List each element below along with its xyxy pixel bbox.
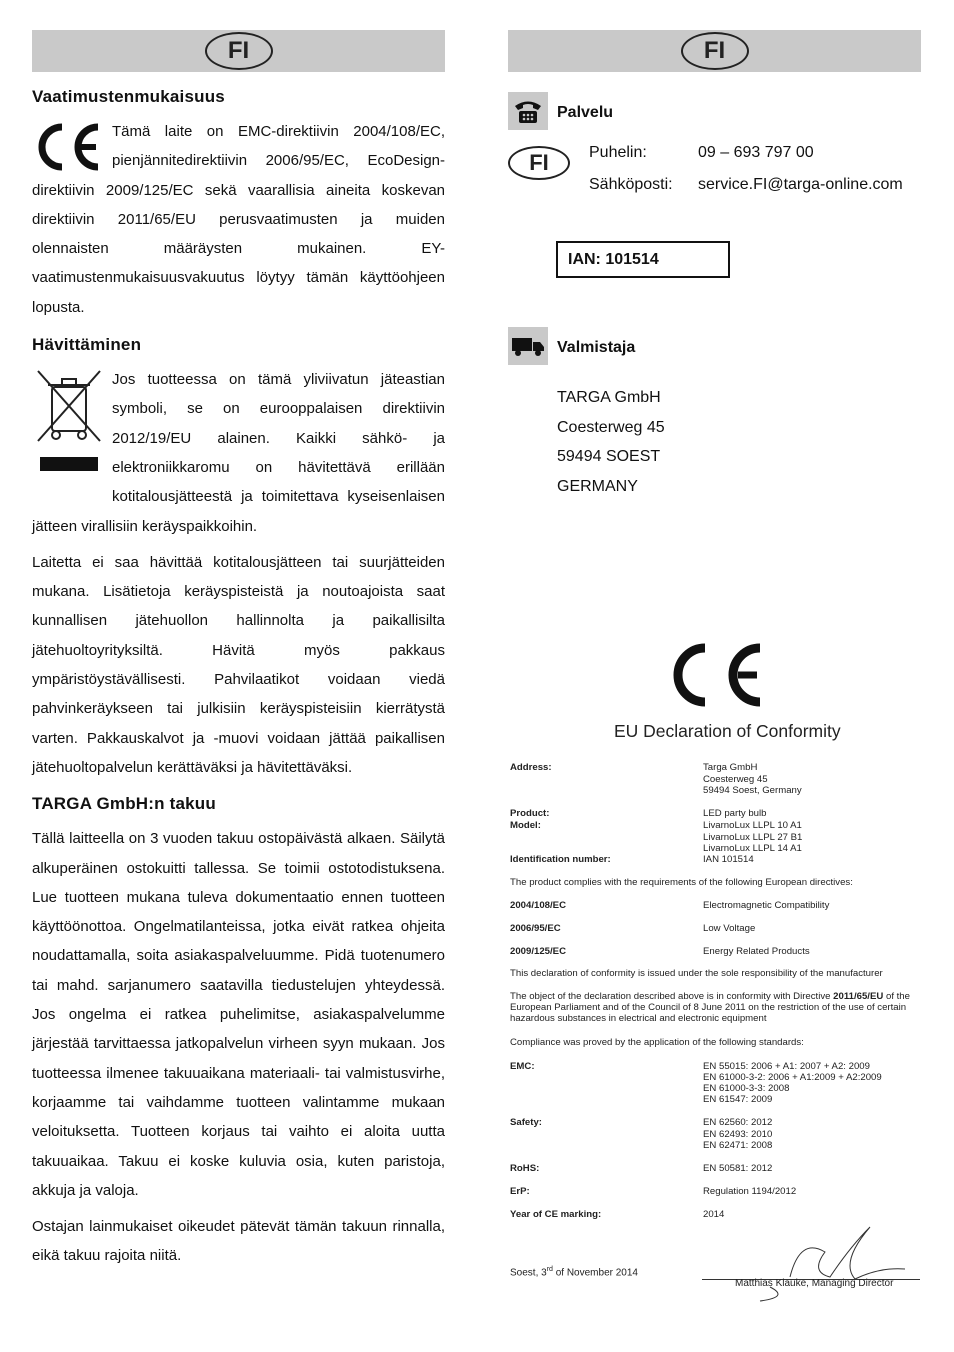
right-column	[508, 30, 921, 72]
phone-icon	[508, 92, 548, 130]
warranty-heading: TARGA GmbH:n takuu	[32, 794, 216, 814]
language-badge: FI	[205, 32, 273, 70]
phone-label: Puhelin:	[589, 144, 647, 161]
manufacturer-line: 59494 SOEST	[557, 448, 661, 465]
standard-line: EN 61000-3-3: 2008	[703, 1083, 790, 1094]
id-value: IAN 101514	[703, 854, 754, 865]
directive-name: Energy Related Products	[703, 946, 810, 957]
disposal-text-1: Jos tuotteessa on tämä yliviivatun jäteastian symboli, se on eurooppalaisen direktiivin 2012/19/EU alainen. Kaikki sähkö- ja elektroniikkaromu on hävitettävä erillään kotitalousjätteestä ja toimitettava kyseisenlaisen jätteen virallisiin keräyspaikkoihin.	[32, 371, 445, 535]
year-label: Year of CE marking:	[510, 1209, 602, 1220]
ce-mark-icon	[32, 119, 112, 175]
model-value	[703, 820, 802, 855]
rohs-label: RoHS:	[510, 1163, 540, 1174]
language-bar	[32, 30, 445, 72]
object-text-end: of the European Parliament and of the Council of 8 June 2011 on the restriction of the use of certain hazardous substances in electrical and electronic equipment	[510, 991, 910, 1025]
address-line: 59494 Soest, Germany	[703, 785, 802, 796]
standard-line: EN 62560: 2012	[703, 1117, 773, 1128]
object-text-start: The object of the declaration described above is in conformity with Directive	[510, 991, 834, 1002]
email-label: Sähköposti:	[589, 176, 673, 193]
safety-value	[703, 1117, 772, 1152]
responsibility-text: This declaration of conformity is issued under the sole responsibility of the manufacturer	[510, 968, 883, 979]
conformity-heading: Vaatimustenmukaisuus	[32, 87, 225, 106]
complies-text: The product complies with the requirements of the following European directives:	[510, 877, 853, 888]
object-text	[510, 991, 920, 1025]
year-value: 2014	[703, 1209, 725, 1220]
warranty-text-2: Ostajan lainmukaiset oikeudet pätevät tämän takuun rinnalla, eikä takuu rajoita niitä.	[32, 1218, 445, 1265]
phone-number[interactable]: 09 – 693 797 00	[698, 144, 814, 161]
place-date-rest: of November 2014	[552, 1267, 638, 1279]
ian-box: IAN: 101514	[556, 241, 730, 278]
place-date-text: Soest, 3	[510, 1267, 547, 1279]
address-line: Targa GmbH	[703, 762, 758, 773]
directive-code: 2009/125/EC	[510, 946, 567, 957]
safety-label: Safety:	[510, 1117, 542, 1128]
signatory: Matthias Klauke, Managing Director	[735, 1278, 894, 1289]
emc-value	[703, 1061, 882, 1105]
language-bar-right	[508, 30, 921, 72]
left-column	[32, 30, 445, 1271]
ce-mark-large-icon	[667, 640, 767, 710]
country-badge: FI	[508, 146, 570, 180]
truck-icon	[508, 327, 548, 365]
address-value	[703, 762, 802, 797]
email-address[interactable]: service.FI@targa-online.com	[698, 176, 903, 193]
manufacturer-line: TARGA GmbH	[557, 389, 661, 406]
place-date-suffix: rd	[546, 1266, 553, 1273]
erp-value: Regulation 1194/2012	[703, 1186, 797, 1197]
disposal-heading: Hävittäminen	[32, 335, 142, 355]
standard-line: EN 61547: 2009	[703, 1094, 773, 1105]
manufacturer-address	[557, 383, 665, 501]
declaration-title: EU Declaration of Conformity	[614, 721, 841, 741]
directive-code: 2006/95/EC	[510, 923, 561, 934]
address-label: Address:	[510, 762, 552, 773]
erp-label: ErP:	[510, 1186, 530, 1197]
id-label: Identification number:	[510, 854, 611, 865]
signature-icon	[730, 1217, 920, 1302]
standard-line: EN 62471: 2008	[703, 1140, 773, 1151]
directive-code: 2004/108/EC	[510, 900, 567, 911]
standard-line: EN 55015: 2006 + A1: 2007 + A2: 2009	[703, 1061, 870, 1072]
manufacturer-heading: Valmistaja	[557, 339, 636, 356]
conformity-section	[32, 117, 445, 322]
standard-line: EN 62493: 2010	[703, 1128, 773, 1140]
model-line: LivarnoLux LLPL 27 B1	[703, 831, 803, 843]
compliance-text: Compliance was proved by the application of the following standards:	[510, 1037, 804, 1048]
manufacturer-line: Coesterweg 45	[557, 418, 665, 436]
model-line: LivarnoLux LLPL 10 A1	[703, 820, 802, 831]
warranty-text-1: Tällä laitteella on 3 vuoden takuu ostopäivästä alkaen. Säilytä alkuperäinen ostokuitti tallessa. Se toimii ostotodistuksena. Lue tuotteen mukana tuleva dokumentaatio ennen tuotteen käyttöönottoa. Ongelmatilanteissa, jotka eivät ratkea ohjeita noudattamalla, soita asiakaspalveluumme. Pidä tuotenumero tai mahd. sarjanumero saatavilla tiedustelujen yhteydessä. Jos ongelma ei ratkea puhelimitse, asiakaspalvelumme järjestää tarvittaessa jatkopalvelun virheen syyn mukaan. Jos tuotteessa ilmenee takuuaikana materiaali- tai valmistusvirhe, korjaamme tai vaihdamme tuotteen valintamme mukaan veloituksetta. Tuotteen korjaus tai vaihto ei aloita uutta takuuaikaa. Takuu ei koske kuluvia osia, kuten paristoja, akkuja ja valoja.	[32, 830, 445, 1199]
disposal-text-2: Laitetta ei saa hävittää kotitalousjätteen tai suurjätteiden mukana. Lisätietoja keräyspisteistä ja noutoajoista saat kunnallisen jätehuollon hallinnolta ja paikallisilta jätehuoltoyrityksiltä. Hävitä myös pakkaus ympäristöystävällisesti. Pahvilaatikot voidaan viedä pahvinkeräykseen tai julkisiin keräyspisteisiin kierrätystä varten. Pakkauskalvot ja -muovi voidaan jättää paikallisen jätehuoltopalvelun kerättäväksi ja hävitettäväksi.	[32, 553, 445, 776]
rohs-value: EN 50581: 2012	[703, 1163, 773, 1174]
directive-name: Low Voltage	[703, 923, 756, 934]
emc-label: EMC:	[510, 1061, 535, 1072]
directive-name: Electromagnetic Compatibility	[703, 900, 830, 911]
standard-line: EN 61000-3-2: 2006 + A1:2009 + A2:2009	[703, 1072, 882, 1083]
declaration-body	[510, 762, 920, 1322]
product-label: Product:	[510, 808, 550, 819]
crossed-bin-icon	[32, 365, 112, 483]
disposal-section	[32, 365, 445, 541]
manufacturer-line: GERMANY	[557, 477, 638, 495]
object-directive: 2011/65/EU	[833, 991, 884, 1002]
model-line: LivarnoLux LLPL 14 A1	[703, 843, 802, 854]
service-heading: Palvelu	[557, 104, 614, 121]
conformity-text: Tämä laite on EMC-direktiivin 2004/108/EC, pienjännitedirektiivin 2006/95/EC, EcoDesign-direktiivin 2009/125/EC sekä vaarallisia aineita koskevan direktiivin 2011/65/EU perusvaatimusten ja muiden olennaisten määräysten mukainen. EY-vaatimustenmukaisuusvakuutus löytyy tämän käyttöohjeen lopusta.	[32, 123, 445, 316]
place-date	[510, 1266, 638, 1278]
address-line: Coesterweg 45	[703, 773, 768, 785]
model-label: Model:	[510, 820, 541, 831]
language-badge-right: FI	[681, 32, 749, 70]
product-value: LED party bulb	[703, 808, 767, 819]
